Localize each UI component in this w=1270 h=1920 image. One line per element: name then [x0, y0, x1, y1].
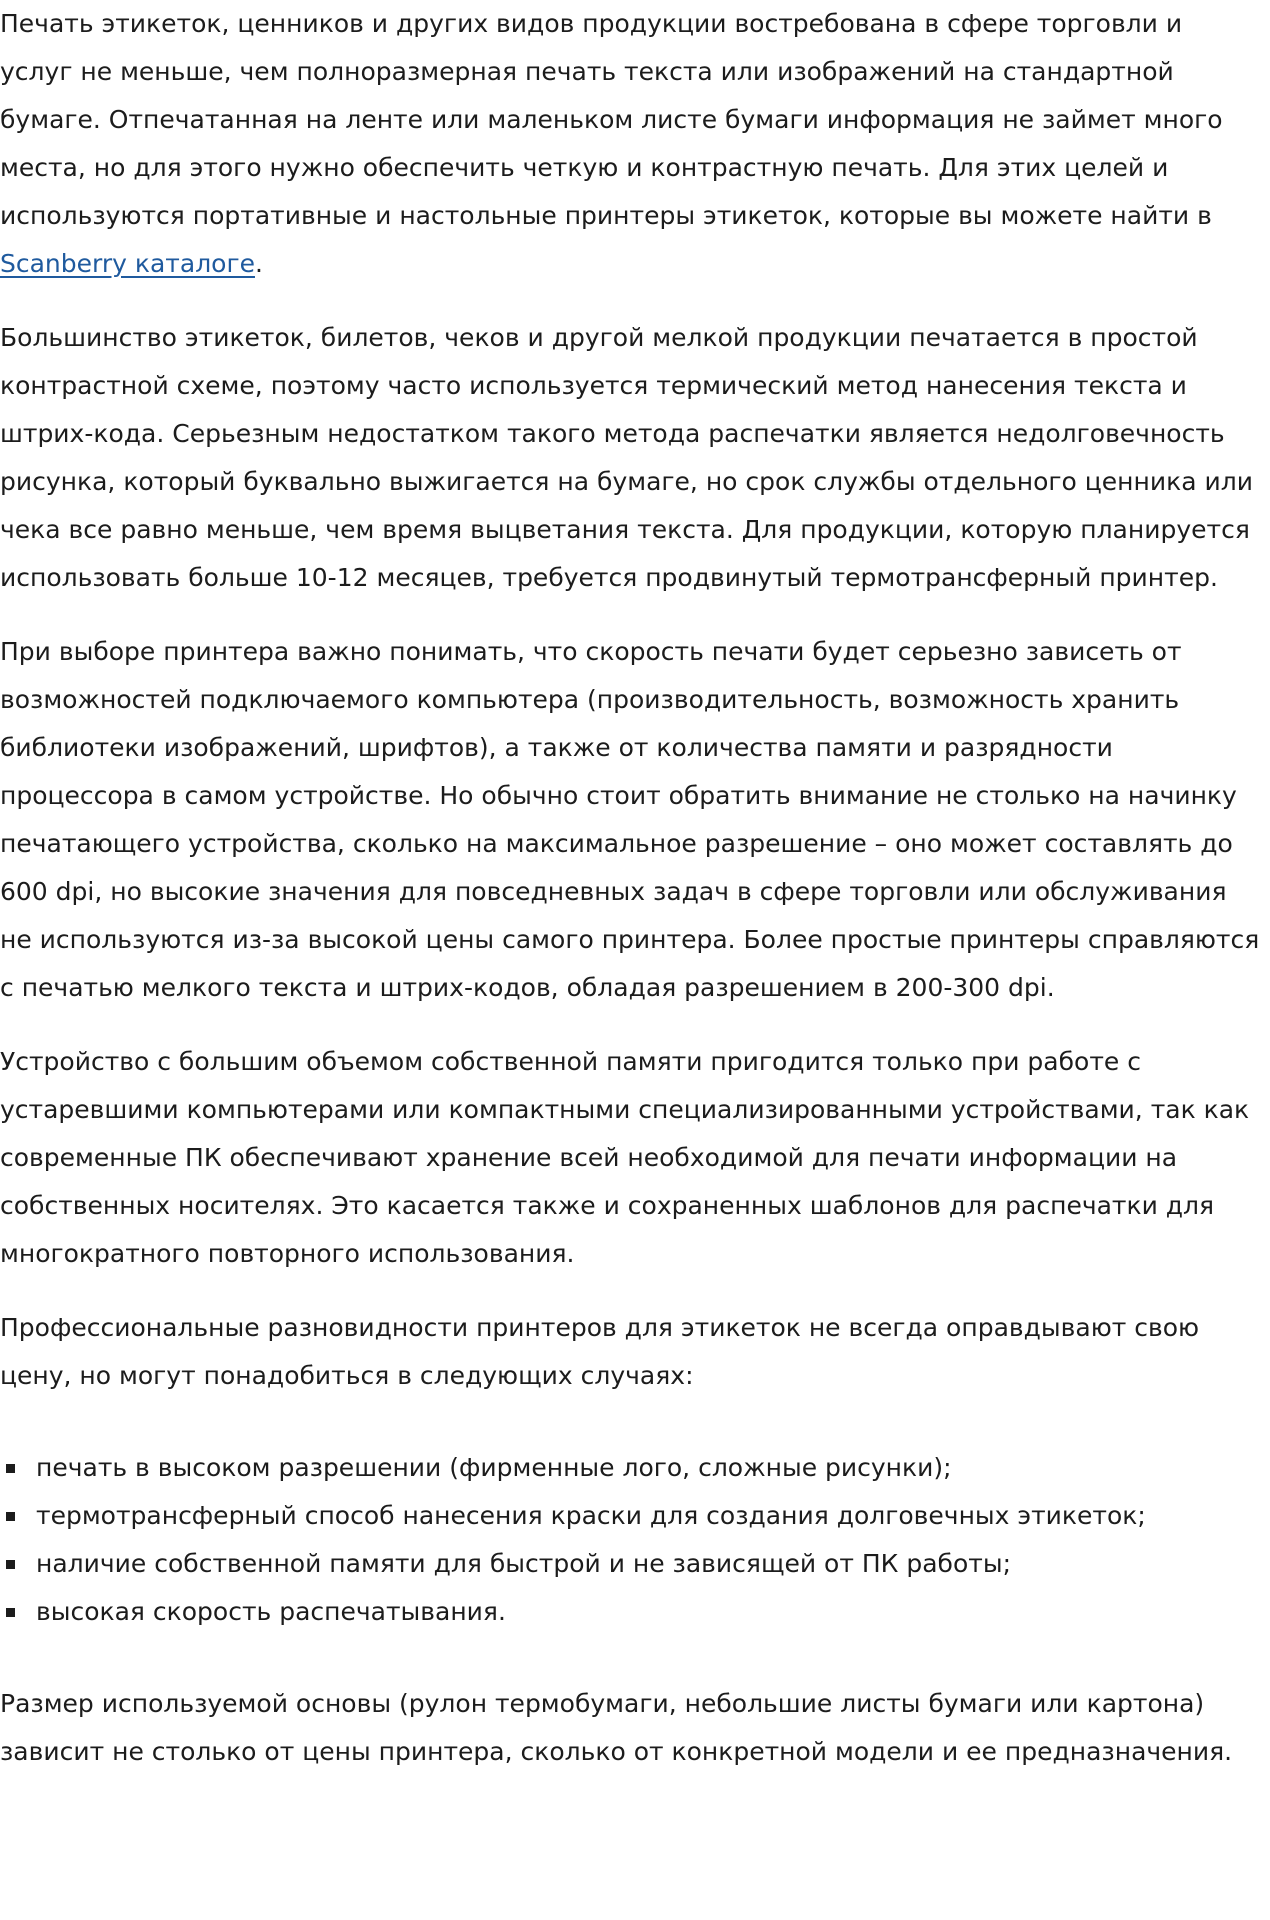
paragraph-intro-text: Печать этикеток, ценников и других видов продукции востребована в сфере торговли и услуг не меньше, чем полноразмерная печать текста или изображений на стандартной бумаге. Отпечатанная на ленте или маленьком листе бумаги информация не займет много места, но для этого нужно обеспечить четкую и контрастную печать. Для этих целей и используются портативные и настольные принтеры этикеток, которые вы можете найти в [0, 9, 1223, 230]
paragraph-thermal-printing: Большинство этикеток, билетов, чеков и другой мелкой продукции печатается в простой контрастной схеме, поэтому часто используется термический метод нанесения текста и штрих-кода. Серьезным недостатком такого метода распечатки является недолговечность рисунка, который буквально выжигается на бумаге, но срок службы отдельного ценника или чека все равно меньше, чем время выцветания текста. Для продукции, которую планируется использовать больше 10-12 месяцев, требуется продвинутый термотрансферный принтер. [0, 323, 1253, 592]
scanberry-catalog-link[interactable]: Scanberry каталоге [0, 249, 255, 278]
paragraph-professional-printers: Профессиональные разновидности принтеров для этикеток не всегда оправдывают свою цену, но могут понадобиться в следующих случаях: [0, 1313, 1200, 1390]
list-item-text: термотрансферный способ нанесения краски для создания долговечных этикеток; [36, 1501, 1146, 1530]
list-item [0, 1588, 1262, 1636]
list-item [0, 1444, 1262, 1492]
square-bullet-icon [6, 1560, 15, 1569]
list-item [0, 1540, 1262, 1588]
square-bullet-icon [6, 1464, 15, 1473]
list-item-text: наличие собственной памяти для быстрой и не зависящей от ПК работы; [36, 1549, 1011, 1578]
square-bullet-icon [6, 1608, 15, 1617]
bullet-list [0, 1444, 1262, 1636]
list-item [0, 1492, 1262, 1540]
paragraph-paper-size: Размер используемой основы (рулон термобумаги, небольшие листы бумаги или картона) зависит не столько от цены принтера, сколько от конкретной модели и ее предназначения. [0, 1689, 1233, 1766]
paragraph-intro [0, 0, 1262, 288]
paragraph-printer-choice: При выборе принтера важно понимать, что скорость печати будет серьезно зависеть от возможностей подключаемого компьютера (производительность, возможность хранить библиотеки изображений, шрифтов), а также от количества памяти и разрядности процессора в самом устройстве. Но обычно стоит обратить внимание не столько на начинку печатающего устройства, сколько на максимальное разрешение – оно может составлять до 600 dpi, но высокие значения для повседневных задач в сфере торговли или обслуживания не используются из-за высокой цены самого принтера. Более простые принтеры справляются с печатью мелкого текста и штрих-кодов, обладая разрешением в 200-300 dpi. [0, 637, 1260, 1002]
paragraph-device-memory: Устройство с большим объемом собственной памяти пригодится только при работе с устаревшими компьютерами или компактными специализированными устройствами, так как современные ПК обеспечивают хранение всей необходимой для печати информации на собственных носителях. Это касается также и сохраненных шаблонов для распечатки для многократного повторного использования. [0, 1047, 1250, 1268]
list-item-text: печать в высоком разрешении (фирменные лого, сложные рисунки); [36, 1453, 952, 1482]
paragraph-intro-end: . [254, 249, 263, 278]
square-bullet-icon [6, 1512, 15, 1521]
list-item-text: высокая скорость распечатывания. [36, 1597, 506, 1626]
